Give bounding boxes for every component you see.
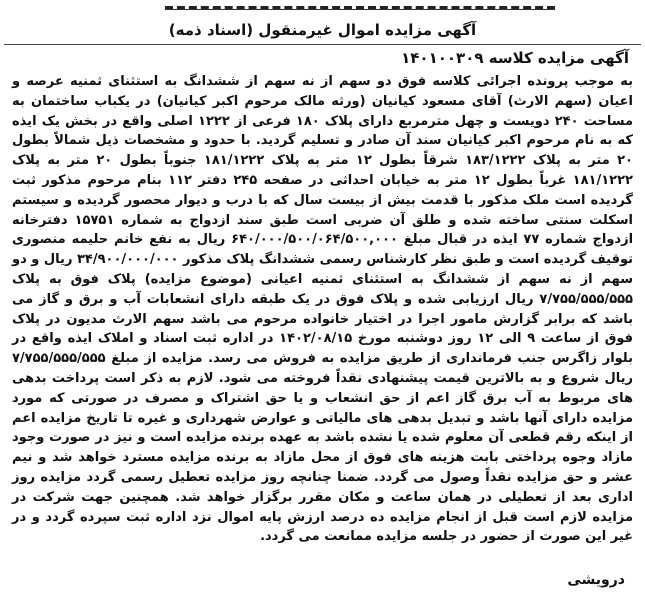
title-divider xyxy=(4,44,641,45)
top-thin-rule xyxy=(165,9,555,10)
notice-body xyxy=(12,72,633,547)
notice-title: آگهی مزایده اموال غیرمنقول (اسناد ذمه) xyxy=(168,21,477,39)
notice-subtitle: آگهی مزایده کلاسه ۱۴۰۱۰۰۳۰۹ xyxy=(401,49,629,67)
notice-body-paragraph: به موجب پرونده اجرائی کلاسه فوق دو سهم از نه سهم از ششدانگ به استثنای ثمنیه عرصه و اعیان (سهم الارث) آقای مسعود کیانیان (ورثه مالک مرحوم اکبر کیانیان) در یکباب ساختمان به مساحت ۲۴۰ دویست و چهل مترمربع دارای پلاک ۱۸۰ فرعی از ۱۲۲۲ اصلی واقع در بخش یک ایذه که به نام مرحوم اکبر کیانیان سند آن صادر و تسلیم گردید. با حدود و مشخصات ذیل شمالاً بطول ۲۰ متر به پلاک ۱۸۳/۱۲۲۲ شرقاً بطول ۱۲ متر به پلاک ۱۸۱/۱۲۲۲ جنوباً بطول ۲۰ متر به پلاک ۱۸۱/۱۲۲۲ غرباً بطول ۱۲ متر به خیابان احداثی در صفحه ۲۴۵ دفتر ۱۱۲ بنام مرحوم مذکور ثبت گردیده است ملک مذکور با قدمت بیش از بیست سال که با درب و دیوار محصور گردیده و سیستم اسکلت سنتی ساخته شده و طلق آن ضربی است طبق سند ازدواج به شماره ۱۵۷۵۱ دفترخانه ازدواج شماره ۷۷ ایذه در قبال مبلغ ۶۴۰/۰۰۰/۵۰۰/۰۶۴/۵۰۰,۰۰۰ ریال به نفع خانم حلیمه منصوری توقیف گردیده است و طبق نظر کارشناس رسمی ششدانگ پلاک مذکور ۳۴/۹۰۰/۰۰۰/۰۰۰ ریال و دو سهم از نه سهم از ششدانگ به استثنای ثمنیه اعیانی (موضوع مزایده) پلاک فوق به پلاک ۷/۷۵۵/۵۵۵/۵۵۵ ریال ارزیابی شده و پلاک فوق در یک طبقه دارای انشعابات آب و برق و گاز می باشد که برابر گزارش مامور اجرا در اختیار خانواده مرحوم می باشد سهم الارث مدیون در پلاک فوق از ساعت ۹ الی ۱۲ روز دوشنبه مورخ ۱۴۰۲/۰۸/۱۵ در اداره ثبت اسناد و املاک ایذه واقع در بلوار زاگرس جنب فرمانداری از طریق مزایده به فروش می رسد. مزایده از مبلغ ۷/۷۵۵/۵۵۵/۵۵۵ ریال شروع و به بالاترین قیمت پیشنهادی نقداً فروخته می شود. لازم به ذکر است پرداخت بدهی های مربوط به آب برق گاز اعم از حق انشعاب و یا حق اشتراک و مصرف در صورتی که مورد مزایده دارای آنها باشد و تبدیل بدهی های مالیاتی و عوارض شهرداری و غیره تا تاریخ مزایده اعم از اینکه رقم قطعی آن معلوم شده یا نشده باشد به عهده برنده مزایده است و نیز در صورت وجود مازاد وجوه پرداختی بابت هزینه های فوق از محل مازاد به برنده مزایده مسترد خواهد شد و نیم عشر و حق مزایده نقداً وصول می گردد. ضمنا چنانچه روز مزایده تعطیل رسمی گردد مزایده روز اداری بعد از تعطیلی در همان ساعت و مکان مقرر برگزار خواهد شد. همچنین جهت شرکت در مزایده لازم است قبل از انجام مزایده ده درصد ارزش پایه اموال نزد اداره ثبت سپرده گردد و در غیر این صورت از حضور در جلسه مزایده ممانعت می گردد. xyxy=(12,74,634,545)
notice-signature: درویشی xyxy=(567,572,625,588)
